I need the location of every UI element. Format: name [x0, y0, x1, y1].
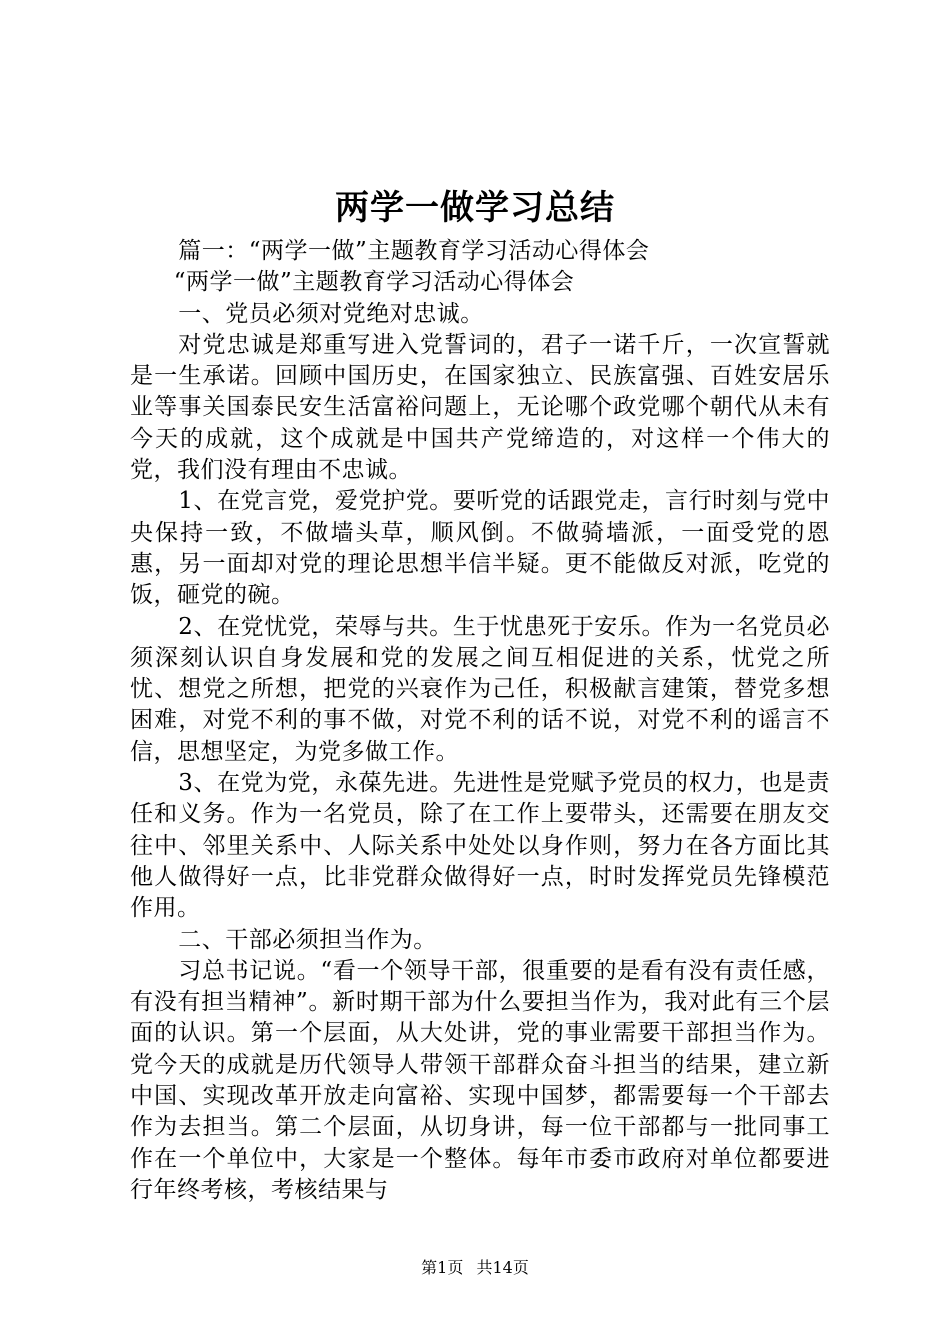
page-number: 第1页 — [421, 1258, 464, 1277]
paragraph: 对党忠诚是郑重写进入党誓词的，君子一诺千斤，一次宣誓就是一生承诺。回顾中国历史，在国家独立、民族富强、百姓安居乐业等事关国泰民安生活富裕问题上，无论哪个政党哪个朝代从未有今天的成就，这个成就是中国共产党缔造的，对这样一个伟大的党，我们没有理由不忠诚。 — [130, 331, 830, 484]
document-title: 两学一做学习总结 — [335, 188, 615, 228]
page-total: 共14页 — [476, 1258, 529, 1277]
paragraph: 2、在党忧党，荣辱与共。生于忧患死于安乐。作为一名党员必须深刻认识自身发展和党的发展之间互相促进的关系，忧党之所忧、想党之所想，把党的兴衰作为己任，积极献言建策，替党多想困难，对党不利的事不做，对党不利的话不说，对党不利的谣言不信，思想坚定，为党多做工作。 — [130, 613, 830, 765]
paragraph: 3、在党为党，永葆先进。先进性是党赋予党员的权力，也是责任和义务。作为一名党员，除了在工作上要带头，还需要在朋友交往中、邻里关系中、人际关系中处处以身作则，努力在各方面比其他人做得好一点，比非党群众做得好一点，时时发挥党员先锋模范作用。 — [130, 770, 830, 922]
page-footer — [0, 1257, 950, 1279]
paragraph-heading-two: 二、干部必须担当作为。 — [178, 926, 437, 953]
document-body — [130, 236, 830, 1206]
paragraph-heading-one: 一、党员必须对党绝对忠诚。 — [178, 300, 484, 327]
paragraph-subtitle: “两学一做”主题教育学习活动心得体会 — [173, 269, 575, 296]
paragraph: 1、在党言党，爱党护党。要听党的话跟党走，言行时刻与党中央保持一致，不做墙头草，顺风倒。不做骑墙派，一面受党的恩惠，另一面却对党的理论思想半信半疑。更不能做反对派，吃党的饭，砸党的碗。 — [130, 488, 830, 609]
paragraph-section-heading: 篇一：“两学一做”主题教育学习活动心得体会 — [178, 238, 650, 264]
paragraph: 习总书记说。“看一个领导干部，很重要的是看有没有责任感，有没有担当精神”。新时期干部为什么要担当作为，我对此有三个层面的认识。第一个层面，从大处讲，党的事业需要干部担当作为。党今天的成就是历代领导人带领干部群众奋斗担当的结果，建立新中国、实现改革开放走向富裕、实现中国梦，都需要每一个干部去作为去担当。第二个层面，从切身讲，每一位干部都与一批同事工作在一个单位中，大家是一个整体。每年市委市政府对单位都要进行年终考核，考核结果与 — [130, 957, 830, 1203]
